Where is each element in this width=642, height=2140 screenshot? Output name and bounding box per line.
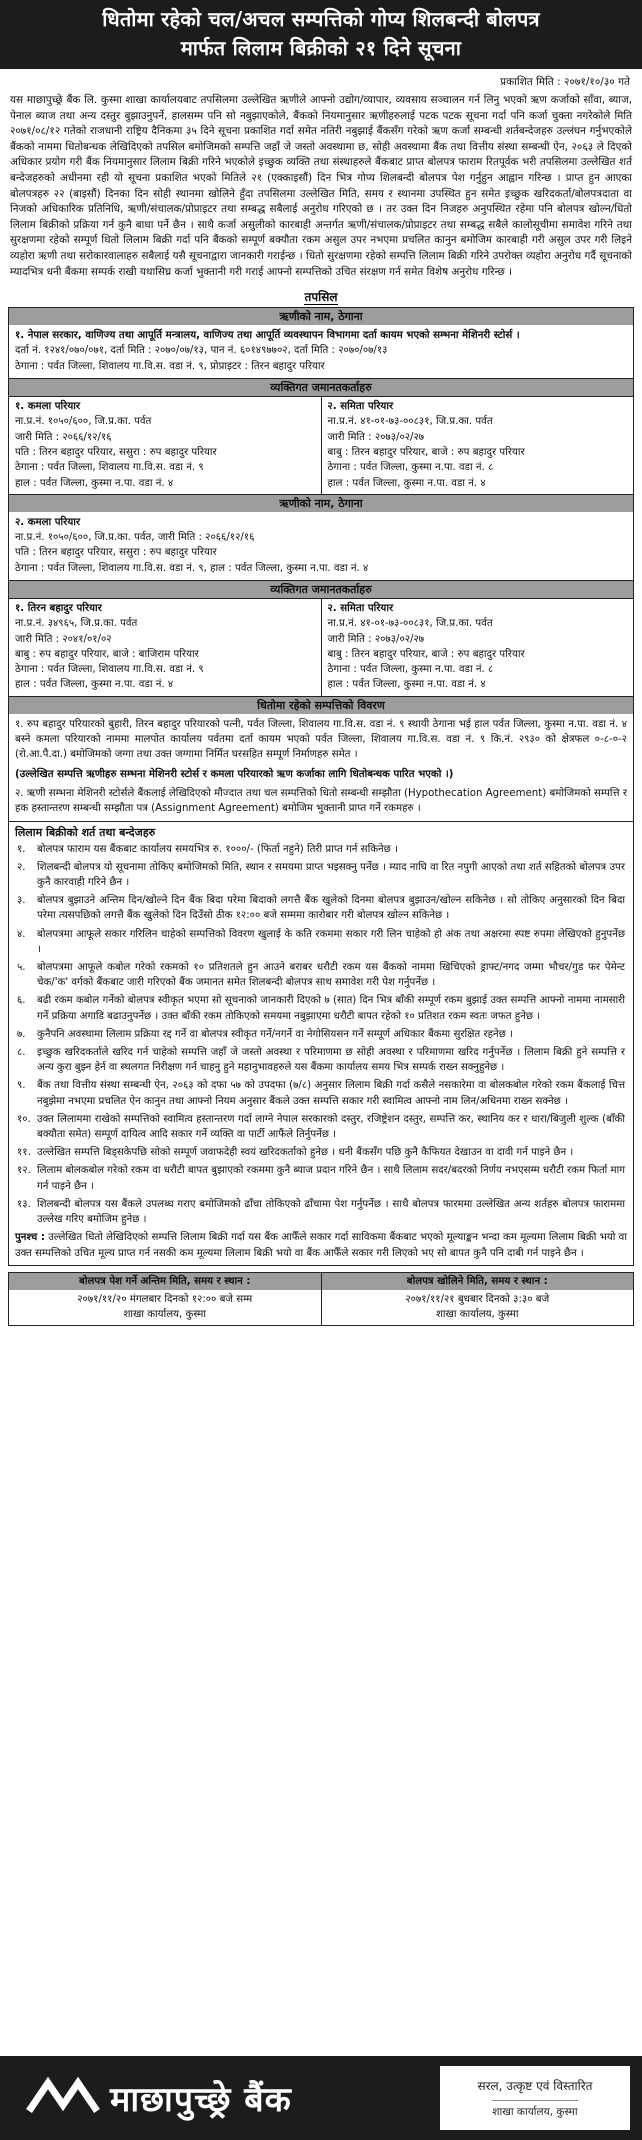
- borrower-1-name: १. नेपाल सरकार, वाणिज्य तथा आपूर्ति मन्त्रालय, वाणिज्य तथा आपूर्ति व्यवस्थापन विभागमा दर्ता कायम भएको सम्भना मेशिनरी स्टोर्स ।: [15, 330, 520, 342]
- term-item: [9, 1112, 633, 1145]
- term-text: लिलाम बोलकबोल गरेको रकम वा धरौटी बापत बुझाएको रकममा कुनै ब्याज प्रदान गरिने छैन । साथै लिलाम सदर/बदरको निर्णय नभएसम्म धरौटी रकम फिर्ता माग गर्न पाइने छैन ।: [37, 1165, 625, 1192]
- guarantor-2b-line: हाल : पर्वत जिल्ला, कुस्मा न.पा. वडा नं. ४: [327, 679, 486, 691]
- guarantor-2a: [9, 599, 321, 696]
- guarantor-1b-line: ना.प्र.नं. ४१-०१-७३-००८३१, जि.प्र.का. पर्वत: [327, 416, 493, 428]
- mountain-logo-icon: [26, 2071, 100, 2125]
- guarantor-1a-line: जारी मिति : २०६६/१२/१६: [15, 431, 112, 443]
- guarantor-section-2: [9, 580, 633, 696]
- term-number: ६.: [17, 995, 26, 1007]
- guarantor-1b-line: हाल : पर्वत जिल्ला, कुस्मा न.पा. वडा नं. ४: [327, 477, 486, 489]
- term-text: कुनैपनि अवस्थामा लिलाम प्रक्रिया रद्द गर्ने वा बोलपत्र स्वीकृत गर्ने/नगर्ने वा नेगोसियसन गर्ने सम्पूर्ण अधिकार बैंकमा सुरक्षित रहनेछ ।: [37, 1028, 513, 1040]
- guarantor-row-1: [9, 396, 633, 494]
- term-item: [9, 1027, 633, 1045]
- guarantor-2a-line: बाबु : रुप बहादुर परियार, बाजे : बाजिराम परियार: [15, 648, 199, 660]
- branch-name: शाखा कार्यालय, कुस्मा: [492, 2100, 577, 2119]
- term-item: [9, 960, 633, 993]
- term-item: [9, 1197, 633, 1230]
- schedule-submit: [9, 1273, 321, 1325]
- term-text: उल्लेखित सम्पत्ति बिड्सकेपछि सोको सम्पूर्ण जवाफदेही स्वयं खरिदकर्ताको हुनेछ । धनी बैंकसँग पछि कुनै कैफियत देखाउन वा दावी गर्न पाइने छैन ।: [37, 1147, 574, 1159]
- term-number: १२.: [17, 1165, 31, 1177]
- submit-details: [9, 1290, 321, 1325]
- term-item: [9, 1045, 633, 1078]
- term-text: बोलपत्र बुझाउने अन्तिम दिन/खोल्ने दिन बैंक बिदा परेमा बिदाको लगत्तै बैंक खुलेको दिनमा बोलपत्र बुझाउन/खोल्न सकिनेछ । सो तोकिए अनुसारको दिन बिदा परेमा त्यसपछिको लगत्तै बैंक खुलेको दिन दिउँसो ठीक १२:०० बजे सम्ममा कारोबार गरी बोलपत्र खोल्न सकिनेछ ।: [37, 895, 625, 922]
- guarantor-2b: [321, 599, 634, 696]
- submit-datetime: २०७१/११/२० मंगलबार दिनको १२:०० बजे सम्म: [77, 1293, 253, 1305]
- title-line-2: मार्फत लिलाम बिक्रीको २१ दिने सूचना: [180, 36, 462, 60]
- borrower-1-address: ठेगाना : पर्वत जिल्ला, शिवालय गा.वि.स. वडा नं. ९, प्रोप्राइटर : तिरन बहादुर परियार: [15, 360, 325, 372]
- borrower-2-line: ठेगाना : पर्वत जिल्ला, शिवालय गा.वि.स. वडा नं. ९, हाल : पर्वत जिल्ला, कुस्मा न.पा. वडा नं. ४: [15, 562, 369, 574]
- bank-name: माछापुच्छ्रे बैंक: [110, 2080, 292, 2120]
- guarantor-row-2: [9, 598, 633, 696]
- term-text: शिलबन्दी बोलपत्र यस बैंकले उपलब्ध गराए बमोजिमको ढाँचा तोकिएको ढाँचामा पेश गर्नुपर्नेछ । साथै बोलपत्र फारममा उल्लेखित अन्य शर्तहरु बोलपत्र फाराममा उल्लेख गरिए बमोजिम हुनेछ ।: [37, 1198, 625, 1226]
- purnashcha: [9, 1230, 633, 1265]
- guarantor-2a-line: जारी मिति : २०४१/०१/०२: [15, 633, 112, 645]
- term-number: १.: [17, 843, 26, 855]
- borrower-2-line: ना.प्र.नं. १०५०/६००, जि.प्र.का. पर्वत, जारी मिति : २०६६/१२/१६: [15, 532, 255, 544]
- term-text: बोलपत्रमा आफूले कबोल गरेको रकमको १० प्रतिशतले हुन आउने बराबर धरौटी रकम यस बैंकको नाममा खिचिएको ड्राफ्ट/नगद जम्मा भौचर/गुड फर ‌पेमेन्ट चेक/'क' वर्गको बैंकबाट जारी गरिएको बैंक जमानत समेत शिलबन्दी बोलपत्र साथ समावेश गरी पेश गर्नुपर्नेछ ।: [37, 961, 625, 989]
- details-label-text: तपसिल: [304, 290, 338, 305]
- term-number: २.: [17, 861, 26, 873]
- term-item: [9, 993, 633, 1026]
- guarantor-1a-name: १. कमला परियार: [15, 401, 81, 413]
- term-item: [9, 1078, 633, 1111]
- collateral-section: [9, 696, 633, 821]
- open-datetime: २०७१/११/२१ बुधबार दिनको ३:३० बजे: [405, 1293, 550, 1305]
- notice-title: [0, 0, 642, 69]
- term-text: बोलपत्र फाराम यस बैंकबाट कार्यालय समयभित्र रु. १०००/- (फिर्ता नहुने) तिरी प्राप्त गर्न सकिनेछ ।: [37, 843, 398, 855]
- purnashcha-label: पुनश्च :: [15, 1232, 45, 1244]
- publish-date: प्रकाशित मिति : २०७१/१०/३० गते: [500, 76, 630, 88]
- tagline-box: [440, 2066, 630, 2130]
- intro-paragraph: यस माछापुच्छ्रे बैंक लि. कुस्मा शाखा कार्यालयबाट तपसिलमा उल्लेखित ऋणीले आफ्नो उद्योग/व्यापार, व्यवसाय सञ्चालन गर्न लिनु भएको ऋण कर्जाको साँवा, ब्याज, पेनाल ब्याज तथा अन्य दस्तुर बुझाउनुपर्ने, हालसम्म पनि सो नबुझाएकोले, बैंकको नियमानुसार ऋणीहरुलाई पटक पटक सूचना गर्दा पनि कर्जा चुक्ता नगरेकोले मिति २०७१/०८/१२ गतेको राजधानी राष्ट्रिय दैनिकमा ३५ दिने सूचना प्रकाशित गर्दा समेत नतिरी नबुझाई बैंकसँग गरेको ऋण कर्जा सम्बन्धी शर्तबन्देजहरु उल्लंघन गर्नुभएकोले बैंकको नाममा धितोबन्धक लेखिदिएको तपसिल बमोजिमको सम्पत्ति जहाँ जे जस्तो अवस्थामा छ, सोही अवस्थामा बैंक तथा वित्तीय संस्था सम्बन्धी ऐन, २०६३ ले दिएको अधिकार प्रयोग गरी बैंक नियमानुसार लिलाम बिक्री गरिने भएकोले इच्छुक व्यक्ति तथा संस्थाहरुले बैंकबाट प्राप्त बोलपत्र फाराम रितपूर्वक भरी तपसिलमा उल्लेखित शर्त बन्देजहरुको अधीनमा रही यो सूचना प्रकाशित भएको मितिले २१ (एक्काइसौं) दिन भित्र गोप्य शिलबन्दी बोलपत्र पेश गर्नुहुन आह्वान गरिन्छ । प्राप्त हुन आएका बोलपत्रहरु २२ (बाइसौं) दिनका दिन सोही स्थानमा खोलिने हुँदा तपसिलमा उल्लेखित मिति, समय र स्थानमा उपस्थित हुन समेत इच्छुक खरिदकर्ता/बोलपत्रदाता वा निजको अधिकारिक प्रतिनिधि, ऋणी/संचालक/प्रोप्राइटर तथा सम्बद्ध सबैलाई अनुरोध गरिएको छ । तर उक्त दिन निजहरु अनुपस्थित रहेमा पनि बोलपत्र खोल्न/धितो लिलाम बिक्रीको प्रक्रिया गर्न कुनै बाधा पर्ने छैन । साथै कर्जा असुलीको कारबाही अन्तर्गत ऋणी/संचालक/प्रोप्राइटर तथा सम्बद्ध सबैले कालोसूचीमा समावेश गरिने तथा सुरक्षणमा रहेको सम्पूर्ण धितो लिलाम बिक्री गर्दा पनि बैंकको सम्पूर्ण बक्यौता रकम असुल उपर नभएमा प्रचलित कानुन बमोजिम कारबाही गरी असुल उपर गरी लिइने व्यहोरा ऋणी तथा सरोकारवालाहरु सबैलाई यसै सूचनाद्वारा जानकारी गराईन्छ । धितो सुरक्षणमा रहेको सम्पत्ति लिलाम बिक्री गरिने उपरोक्त व्यहोरा अनुरोध गर्दै सूचनाको म्यादभित्र धनी बैंकमा सम्पर्क राखी यथासिघ्र कर्जा भुक्तानी गरी गराई आफ्नो सम्पत्तिको उचित संरक्षण गर्न समेत विशेष अनुरोध गरिन्छ ।: [10, 94, 632, 278]
- collateral-note: (उल्लेखित सम्पत्ति ऋणीहरु सम्भना मेशिनरी स्टोर्स र कमला परियारको ऋण कर्जाका लागि धितोबन्धक पारित भएको ।): [15, 768, 454, 780]
- guarantor-1b-line: जारी मिति : २०७३/०२/२७: [327, 431, 425, 443]
- term-number: ४.: [17, 928, 26, 940]
- borrower-2-line: पति : तिरन बहादुर परियार, ससुरा : रुप बहादुर परियार: [15, 547, 217, 559]
- schedule-open: [321, 1273, 634, 1325]
- guarantor-heading-2: व्यक्तिगत जमानतकर्ताहरु: [9, 581, 633, 598]
- borrower-section-1: [9, 308, 633, 378]
- guarantor-2b-name: २. समिता परियार: [327, 602, 394, 614]
- borrower-heading-2: ऋणीको नाम, ठेगाना: [9, 495, 633, 512]
- guarantor-1a-line: ठेगाना : पर्वत जिल्ला, शिवालय गा.वि.स. वडा नं. ९: [15, 462, 204, 474]
- footer-banner: [0, 2056, 642, 2140]
- guarantor-2a-line: ठेगाना : पर्वत जिल्ला, शिवालय गा.वि.स. वडा नं. ९: [15, 664, 204, 676]
- guarantor-1a: [9, 397, 321, 494]
- open-heading: बोलपत्र खोलिने मिति, समय र स्थान :: [322, 1273, 634, 1290]
- title-line-1: धितोमा रहेको चल/अचल सम्पत्तिको गोप्य शिलबन्दी बोलपत्र: [102, 7, 540, 31]
- details-label: [0, 284, 642, 307]
- guarantor-1b-line: ठेगाना : पर्वत जिल्ला, कुस्मा न.पा. वडा नं. ८: [327, 462, 494, 474]
- guarantor-heading-1: व्यक्तिगत जमानतकर्ताहरु: [9, 379, 633, 396]
- guarantor-2b-line: बाबु : तिरन बहादुर परियार, बाजे : रुप बहादुर परियार: [327, 648, 525, 660]
- borrower-2-name: २. कमला परियार: [15, 516, 81, 528]
- term-number: ११.: [17, 1147, 31, 1159]
- term-item: [9, 860, 633, 893]
- term-number: ८.: [17, 1046, 26, 1058]
- guarantor-2a-line: हाल : पर्वत जिल्ला, कुस्मा न.पा. वडा नं. ४: [15, 679, 174, 691]
- collateral-item-2: २. ऋणी सम्भना मेशिनरी स्टोर्सले बैंकलाई लेखिदिएको मौज्दात तथा चल सम्पत्तिको धितो सम्बन्धी सम्झौता (Hypothecation Agreement) बमोजिमको सम्पत्ति र हक हस्तान्तरण सम्बन्धी सम्झौता पत्र (Assignment Agreement) बमोजिम भुक्तानी प्राप्त गर्ने रकमहरु ।: [15, 787, 627, 815]
- open-place: शाखा कार्यालय, कुस्मा: [435, 1308, 519, 1320]
- guarantor-1a-line: पति : तिरन बहादुर परियार, ससुरा : रुप बहादुर परियार: [15, 446, 217, 458]
- term-number: १३.: [17, 1198, 31, 1210]
- terms-section: [9, 821, 633, 1265]
- submit-heading: बोलपत्र पेश गर्ने अन्तिम मिति, समय र स्थान :: [9, 1273, 321, 1290]
- term-text: इच्छुक खरिदकर्ताले खरिद गर्न चाहेको सम्पत्ति जहाँ जे जस्तो अवस्था र परिमाणमा छ सोही अवस्था र परिमाणमा खरिद गर्नुपर्नेछ । लिलाम बिक्री हुने सम्पत्ति र अन्य कुरा बुझ्न हेर्न वा स्थलगत निरीक्षण गर्न चाहनु हुने महानुभावहरुले यस बैंकमा कार्यालय समय भित्र सम्पर्क राख्न सक्नुहुनेछ ।: [37, 1046, 625, 1074]
- term-text: बैंक तथा वित्तीय संस्था सम्बन्धी ऐन, २०६३ को दफा ५७ को उपदफा (७/८) अनुसार लिलाम बिक्री गर्दा कसैले नसकारेमा वा बोलकबोल गरेको रकम बैंकलाई चित्त नबुझेमा नभएमा प्रचलित ऐन कानुन तथा आफ्नो नियम अनुसार बैंकले उक्त सम्पत्ति सकार गरी स्वामित्व आफ्नो नाम लिन/अधिनमा राख्न सक्नेछ ।: [37, 1080, 625, 1107]
- guarantor-2b-line: जारी मिति : २०७३/०२/२७: [327, 633, 425, 645]
- guarantor-1a-line: ना.प्र.नं. १०५०/६००, जि.प्र.का. पर्वत: [15, 416, 152, 428]
- term-text: उक्त लिलाममा राखेको सम्पत्तिको स्वामित्व हस्तान्तरण गर्दा लाग्ने नेपाल सरकारको दस्तुर, रजिष्ट्रेशन दस्तुर, सम्पत्ति कर, स्थानिय कर र धारा/बिजुली शुल्क (बाँकी बक्यौता समेत) सम्पूर्ण दायित्व आदि सकार गर्ने व्यक्ति वा पार्टी आफैंले तिर्नुपर्नेछ ।: [37, 1113, 625, 1140]
- purnashcha-text: उल्लेखित धितो लेखिदिएको सम्पत्ति लिलाम बिक्री गर्दा यस बैंक आफैँले सकार गर्दा साविकमा बैंकबाट भएको मूल्याङ्कन भन्दा कम मूल्यमा लिलाम बिक्री भयो वा उक्त सम्पत्तिको उचित मूल्य प्राप्त गर्न नसकी कम मूल्यमा लिलाम बिक्री भयो वा बैंक आफैँले सकार गरी लिएको भए सो बापत कुनै पनि दाबी गर्न पाइने छैन ।: [15, 1232, 627, 1259]
- guarantor-2a-name: १. तिरन बहादुर परियार: [15, 602, 102, 614]
- guarantor-1b-line: बाबु : तिरन बहादुर परियार, बाजे : रुप बहादुर परियार: [327, 446, 525, 458]
- term-item: [9, 893, 633, 926]
- term-number: ५.: [17, 961, 26, 973]
- term-number: ३.: [17, 895, 26, 907]
- guarantor-2b-line: ठेगाना : पर्वत जिल्ला, कुस्मा न.पा. वडा नं. ८: [327, 664, 494, 676]
- details-frame: [8, 307, 634, 1266]
- borrower-section-2: [9, 494, 633, 580]
- term-text: शिलबन्दी बोलपत्र यो सूचनामा तोकिए बमोजिमको मिति, स्थान र समयमा प्राप्त भइसक्नु पर्नेछ । म्याद नाघि वा रित नपुगी आएको तथा शर्त सहितको बोलपत्र उपर कुनै कारवाही गरिने छैन ।: [37, 861, 625, 888]
- collateral-heading: धितोमा रहेको सम्पत्तिको विवरण: [9, 697, 633, 714]
- term-item: [9, 842, 633, 860]
- terms-heading: लिलाम बिक्रीको शर्त तथा बन्देजहरु: [15, 825, 156, 839]
- borrower-1: [9, 325, 633, 378]
- term-item: [9, 1145, 633, 1163]
- term-text: बोलपत्रमा आफूले सकार गरिलिन चाहेको सम्पत्तिको विवरण खुलाई के कति रकममा सकार गरी लिन चाहेको हो अंक तथा अक्षरमा स्पष्ट रुपमा लेखिएको हुनुपर्नेछ ।: [37, 928, 625, 955]
- submit-place: शाखा कार्यालय, कुस्मा: [123, 1308, 207, 1320]
- schedule-table: [8, 1272, 634, 1326]
- guarantor-section-1: [9, 378, 633, 494]
- term-number: ७.: [17, 1028, 26, 1040]
- guarantor-2a-line: ना.प्र.नं. ३४९६५, जि.प्र.का. पर्वत: [15, 618, 138, 630]
- borrower-heading-1: ऋणीको नाम, ठेगाना: [9, 308, 633, 325]
- borrower-1-registration: दर्ता नं. १२४१/०७०/०७१, दर्ता मिति : २०७०/०७/१३, पान नं. ६०१४९७७०२, दर्ता मिति : २०७०/०७/१३: [15, 345, 388, 357]
- tagline: सरल, उत्कृष्ट एवं विस्तारित: [477, 2079, 593, 2093]
- guarantor-1a-line: हाल : पर्वत जिल्ला, कुस्मा न.पा. वडा नं. ४: [15, 477, 174, 489]
- term-item: [9, 927, 633, 960]
- open-details: [322, 1290, 634, 1325]
- guarantor-1b: [321, 397, 634, 494]
- term-number: ९.: [17, 1080, 26, 1092]
- term-number: १०.: [17, 1113, 31, 1125]
- collateral-item-1: १. रुप बहादुर परियारको बुहारी, तिरन बहादुर परियारको पत्नी, पर्वत जिल्ला, शिवालय गा.वि.स. वडा नं. ९ स्थायी ठेगाना भई हाल पर्वत जिल्ला, कुस्मा न.पा. वडा नं. ४ बस्ने कमला परियारको नाममा मालपोत कार्यालय पर्वतमा दर्ता कायम भएको पर्वत जिल्ला, शिवालय गा.वि.स. वडा नं. ९ कि.नं. २९३० को क्षेत्रफल ०-८-०-२ (रो.आ.पै.दा.) बमोजिमको जग्गा तथा उक्त जग्गामा निर्मित घरसहित सम्पूर्ण निर्माणहरु समेत ।: [15, 718, 627, 761]
- borrower-2: [9, 512, 633, 580]
- term-text: बढी रकम कबोल गर्नेको बोलपत्र स्वीकृत भएमा सो सूचनाको जानकारी दिएको ७ (सात) दिन भित्र बाँकी सम्पूर्ण रकम बुझाई उक्त सम्पत्ति आफ्नो नाममा नामसारी गर्ने प्रक्रिया अगाडि बढाउनुपर्नेछ । उक्त बाँकी रकम तोकिएको समयमा नबुझाएमा धरौटी बापत रहेको १० प्रतिशत रकम स्वतः जफत हुनेछ ।: [37, 995, 625, 1022]
- guarantor-1b-name: २. समिता परियार: [327, 401, 394, 413]
- guarantor-2b-line: ना.प्र.नं. ४१-०१-७३-००८३१, जि.प्र.का. पर्वत: [327, 618, 493, 630]
- terms-list: [9, 842, 633, 1231]
- term-item: [9, 1163, 633, 1196]
